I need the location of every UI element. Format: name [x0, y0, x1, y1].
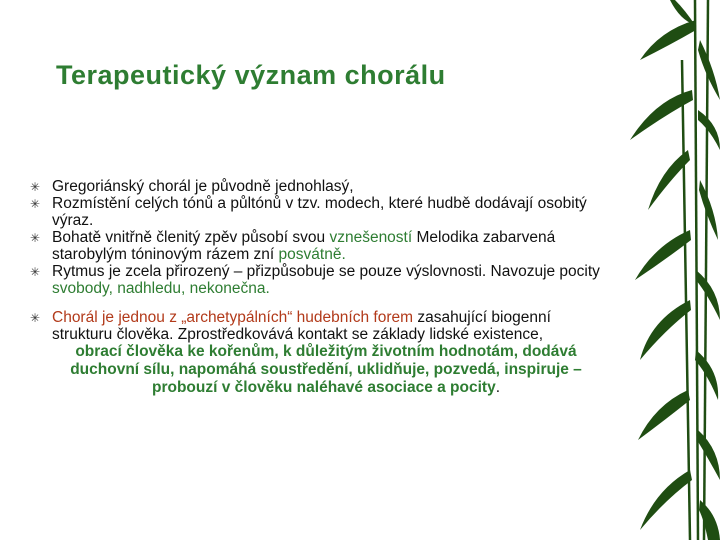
list-item [30, 229, 600, 263]
bullet-text: . [341, 246, 346, 263]
quote-text: obrací člověka ke kořenům, k důležitým životním hodnotám, dodává duchovní sílu, napomáhá soustředění, uklidňuje, pozvedá, inspiruje – probouzí v člověku naléhavé asociace a pocity [70, 343, 582, 396]
list-item [30, 263, 600, 297]
bullet-text: zasahující biogenní strukturu člověka. Zprostředkovává kontakt se základy lidské existence, [52, 309, 551, 343]
bamboo-leaves-image [600, 0, 720, 540]
bullet-text: Rozmístění celých tónů a půltónů v tzv. modech, které hudbě dodávají osobitý výraz. [52, 195, 587, 229]
asterisk-bullet-icon: ✳ [30, 197, 41, 211]
quote-end: . [495, 379, 501, 396]
list-item [30, 195, 600, 229]
highlight-text: vznešeností [329, 229, 413, 246]
bullet-list [30, 178, 600, 397]
bullet-text: Melodika zabarvená starobylým tóninovým rázem zní [52, 229, 556, 263]
slide-title: Terapeutický význam chorálu [56, 60, 446, 90]
asterisk-bullet-icon: ✳ [30, 180, 41, 194]
bullet-text: Bohatě vnitřně členitý zpěv působí svou [52, 229, 330, 246]
quote-block [30, 343, 600, 397]
bullet-text: Rytmus je zcela přirozený – přizpůsobuje se pouze výslovnosti. Navozuje pocity [52, 263, 600, 280]
highlight-text: posvátně [278, 246, 342, 263]
bullet-text: Gregoriánský chorál je původně jednohlasý, [52, 178, 354, 195]
asterisk-bullet-icon: ✳ [30, 231, 41, 245]
bullet-text: . [265, 280, 270, 297]
highlight-text: Chorál je jednou z „archetypálních“ hudebních forem [52, 309, 414, 326]
highlight-text: svobody, nadhledu, nekonečna [52, 280, 266, 297]
list-item [30, 309, 600, 343]
asterisk-bullet-icon: ✳ [30, 311, 41, 325]
list-item [30, 178, 600, 195]
asterisk-bullet-icon: ✳ [30, 265, 41, 279]
